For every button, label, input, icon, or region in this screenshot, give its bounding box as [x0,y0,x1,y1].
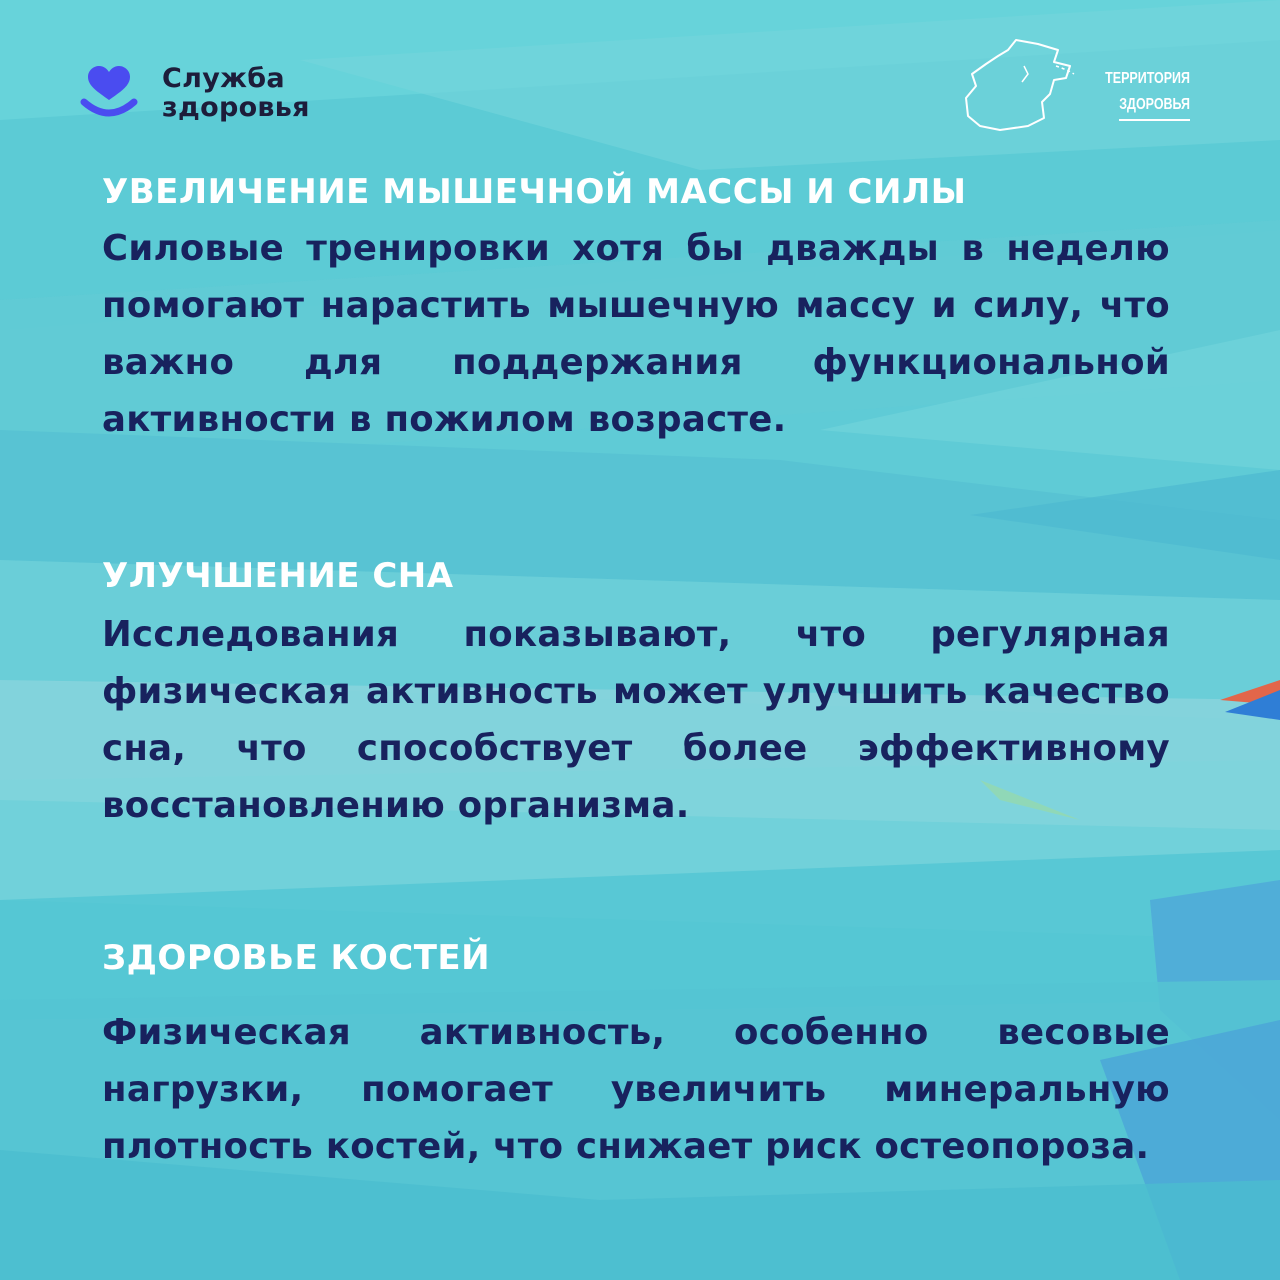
section-sleep [102,556,1170,834]
section-text: Физическая активность, особенно весовые нагрузки, помогает увеличить минеральную плотность костей, что снижает риск остеопороза. [102,1012,1170,1167]
section-bones [102,938,1170,1175]
logo-line-1: Служба [162,63,285,94]
heart-smile-icon [78,62,140,124]
section-muscle [102,172,1170,448]
territory-logo-line-1: ТЕРРИТОРИЯ [1105,70,1190,87]
health-service-logo [78,62,310,124]
health-service-logo-text [162,64,310,122]
section-text: Силовые тренировки хотя бы дважды в неделю помогают нарастить мышечную массу и силу, что важно для поддержания функциональной активности в пожилом возрасте. [102,228,1170,440]
section-title: УЛУЧШЕНИЕ СНА [102,556,454,596]
logo-line-2: здоровья [162,92,310,123]
section-text: Исследования показывают, что регулярная физическая активность может улучшить качество сна, что способствует более эффективному восстановлению организма. [102,614,1170,826]
section-title: УВЕЛИЧЕНИЕ МЫШЕЧНОЙ МАССЫ И СИЛЫ [102,172,967,212]
health-territory-logo [958,36,1198,136]
territory-logo-line-2: ЗДОРОВЬЯ [1119,92,1190,121]
section-title: ЗДОРОВЬЕ КОСТЕЙ [102,938,491,978]
health-territory-logo-text [1096,66,1190,121]
